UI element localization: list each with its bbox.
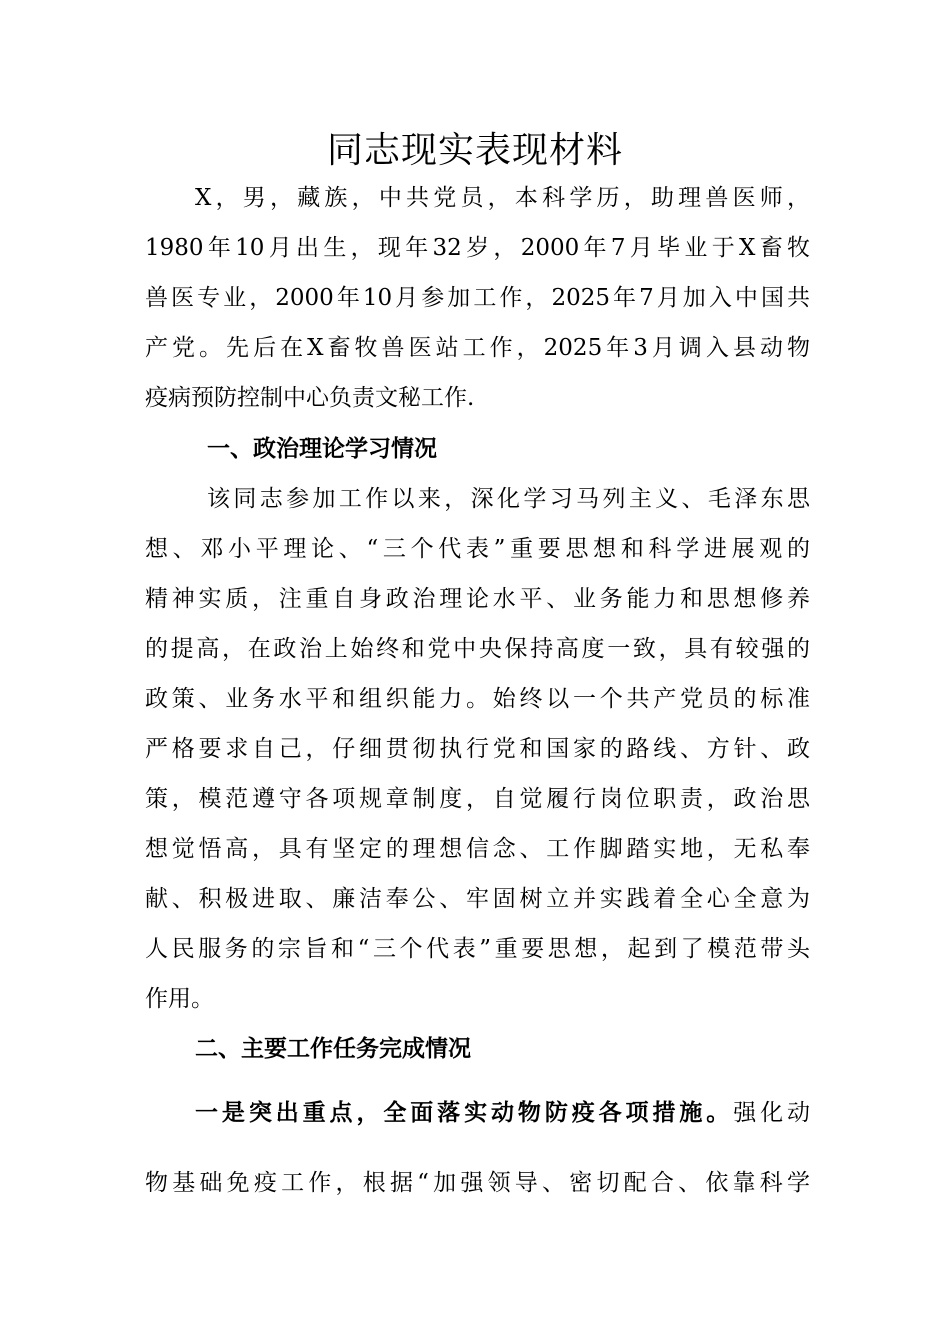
intro-line: 疫病预防控制中心负责文秘工作. — [145, 385, 475, 411]
body-line: 严格要求自己，仔细贯彻执行党和国家的路线、方针、政 — [145, 736, 810, 762]
body-line: 献、积极进取、廉洁奉公、牢固树立并实践着全心全意为 — [145, 886, 810, 912]
body-line: 精神实质，注重自身政治理论水平、业务能力和思想修养 — [145, 586, 810, 612]
body-line — [195, 1097, 810, 1129]
intro-line: 1980年10月出生，现年32岁，2000年7月毕业于X畜牧 — [145, 235, 810, 261]
intro-line: 产党。先后在X畜牧兽医站工作，2025年3月调入县动物 — [145, 335, 810, 361]
intro-line: 兽医专业，2000年10月参加工作，2025年7月加入中国共 — [145, 285, 810, 311]
section-heading: 二、主要工作任务完成情况 — [195, 1035, 471, 1062]
body-line: 策，模范遵守各项规章制度，自觉履行岗位职责，政治思 — [145, 786, 810, 812]
body-line: 的提高，在政治上始终和党中央保持高度一致，具有较强的 — [145, 636, 810, 662]
intro-line: X，男，藏族，中共党员，本科学历，助理兽医师， — [195, 185, 810, 211]
bold-lead: 一是突出重点，全面落实动物防疫各项措施。 — [195, 1099, 734, 1126]
body-line: 人民服务的宗旨和“三个代表”重要思想，起到了模范带头 — [145, 936, 810, 962]
lead-rest: 强化动 — [733, 1100, 810, 1126]
body-line: 想觉悟高，具有坚定的理想信念、工作脚踏实地，无私奉 — [145, 836, 810, 862]
body-line: 政策、业务水平和组织能力。始终以一个共产党员的标准 — [145, 686, 810, 712]
body-line: 想、邓小平理论、“三个代表”重要思想和科学进展观的 — [145, 536, 810, 562]
body-line: 物基础免疫工作，根据“加强领导、密切配合、依靠科学 — [145, 1170, 810, 1196]
section-heading: 一、政治理论学习情况 — [207, 435, 437, 462]
body-line: 作用。 — [145, 986, 214, 1012]
body-line: 该同志参加工作以来，深化学习马列主义、毛泽东思 — [207, 486, 810, 512]
document-title: 同志现实表现材料 — [326, 130, 623, 171]
